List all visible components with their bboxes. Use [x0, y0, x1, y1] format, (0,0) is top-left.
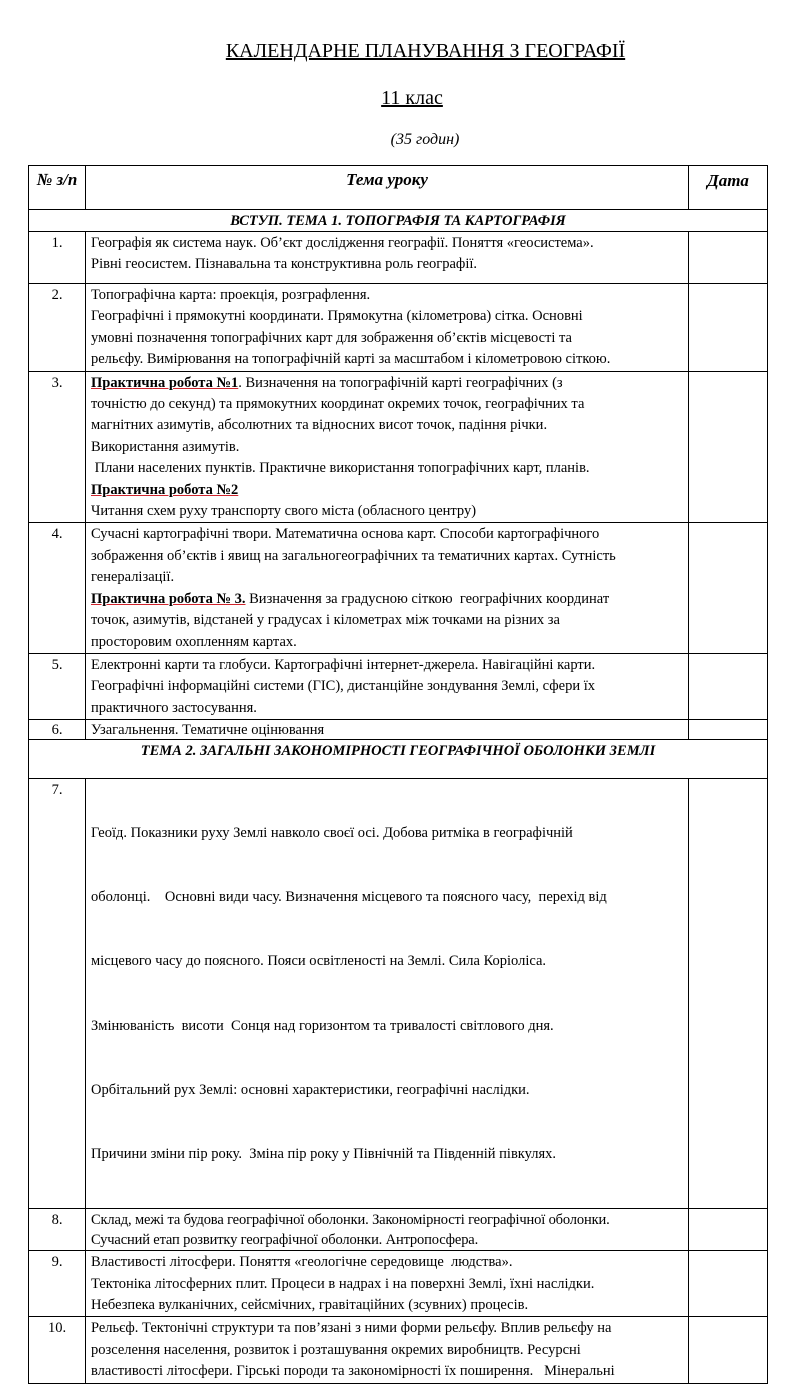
- lesson-number: 7.: [29, 779, 86, 1209]
- table-row: [29, 1251, 768, 1317]
- column-header-date: Дата: [689, 166, 768, 210]
- topic-line-rest: . Визначення на топографічній карті географічних (з: [238, 374, 563, 391]
- topic-line: Властивості літосфери. Поняття «геологічне середовище людства».: [91, 1254, 513, 1271]
- topic-line: Географія як система наук. Об’єкт дослідження географії. Поняття «геосистема».: [91, 235, 594, 251]
- lesson-topic: [86, 371, 689, 523]
- practical-work-label: Практична робота № 3.: [91, 590, 246, 607]
- topic-line: Електронні карти та глобуси. Картографічні інтернет-джерела. Навігаційні карти.: [91, 656, 596, 673]
- section-title: ВСТУП. ТЕМА 1. ТОПОГРАФІЯ ТА КАРТОГРАФІЯ: [29, 210, 768, 232]
- table-row: [29, 284, 768, 372]
- lesson-topic: [86, 1209, 689, 1251]
- topic-line: Причини зміни пір року. Зміна пір року у Північній та Південній півкулях.: [91, 1146, 557, 1163]
- table-row: [29, 232, 768, 284]
- topic-line: зображення об’єктів і явищ на загальногеографічних та тематичних картах. Сутність: [91, 547, 616, 564]
- topic-line: Склад, межі та будова географічної оболонки. Закономірності географічної оболонки.: [91, 1212, 610, 1229]
- topic-line: практичного застосування.: [91, 699, 257, 716]
- column-header-number: № з/п: [29, 166, 86, 210]
- lesson-number: 5.: [29, 653, 86, 719]
- lesson-date-cell: [689, 232, 768, 284]
- table-row: [29, 653, 768, 719]
- topic-line: Сучасні картографічні твори. Математична основа карт. Способи картографічного: [91, 526, 600, 543]
- practical-work-label: Практична робота №1: [91, 374, 239, 391]
- topic-line: точок, азимутів, відстаней у градусах і кілометрах між точками на різних за: [91, 612, 560, 629]
- topic-line: [91, 373, 684, 394]
- topic-line: рельєфу. Вимірювання на топографічній карті за масштабом і кілометровою сіткою.: [91, 351, 611, 368]
- grade-label: 11 клас: [381, 87, 443, 109]
- lesson-date-cell: [689, 371, 768, 523]
- lesson-date-cell: [689, 1209, 768, 1251]
- lesson-number: 2.: [29, 284, 86, 372]
- topic-line: Топографічна карта: проекція, розграфлення.: [91, 287, 371, 303]
- lesson-topic: [86, 284, 689, 372]
- table-row: [29, 1317, 768, 1383]
- topic-line: Читання схем руху транспорту свого міста (обласного центру): [91, 503, 477, 520]
- column-header-topic: Тема уроку: [86, 166, 689, 210]
- section-title: ТЕМА 2. ЗАГАЛЬНІ ЗАКОНОМІРНОСТІ ГЕОГРАФІЧНОЇ ОБОЛОНКИ ЗЕМЛІ: [29, 740, 768, 779]
- topic-line: властивості літосфери. Гірські породи та закономірності їх поширення. Мінеральні: [91, 1363, 615, 1380]
- lesson-date-cell: [689, 284, 768, 372]
- topic-line: умовні позначення топографічних карт для зображення об’єктів місцевості та: [91, 329, 572, 346]
- topic-line: [91, 589, 684, 610]
- section-row: [29, 740, 768, 779]
- topic-line: Рельєф. Тектонічні структури та пов’язані з ними форми рельєфу. Вплив рельєфу на: [91, 1320, 612, 1337]
- topic-line: Змінюваність висоти Сонця над горизонтом та тривалості світлового дня.: [91, 1017, 554, 1034]
- topic-line: просторовим охопленням картах.: [91, 633, 297, 650]
- topic-line: Географічні інформаційні системи (ГІС), дистанційне зондування Землі, сфери їх: [91, 678, 596, 695]
- topic-line: Плани населених пунктів. Практичне використання топографічних карт, планів.: [91, 460, 590, 477]
- topic-line: розселення населення, розвиток і розташування окремих виробництв. Ресурсні: [91, 1341, 581, 1358]
- section-row: [29, 210, 768, 232]
- lesson-date-cell: [689, 523, 768, 653]
- table-header-row: [29, 166, 768, 210]
- lesson-topic: [86, 653, 689, 719]
- lesson-topic: [86, 1317, 689, 1383]
- topic-line: місцевого часу до поясного. Пояси освітленості на Землі. Сила Коріоліса.: [91, 953, 547, 970]
- topic-line: Рівні геосистем. Пізнавальна та конструктивна роль географії.: [91, 256, 477, 273]
- topic-line: генералізації.: [91, 569, 175, 586]
- topic-line: Використання азимутів.: [91, 438, 240, 455]
- lesson-date-cell: [689, 653, 768, 719]
- practical-work-label: Практична робота №2: [91, 481, 239, 498]
- topic-line: Сучасний етап розвитку географічної оболонки. Антропосфера.: [91, 1232, 479, 1249]
- topic-line-rest: Визначення за градусною сіткою географічних координат: [245, 590, 610, 607]
- lesson-number: 8.: [29, 1209, 86, 1251]
- lesson-date-cell: [689, 1251, 768, 1317]
- topic-line: Орбітальний рух Землі: основні характеристики, географічні наслідки.: [91, 1081, 530, 1098]
- lesson-topic: [86, 232, 689, 284]
- topic-line: Тектоніка літосферних плит. Процеси в надрах і на поверхні Землі, їхні наслідки.: [91, 1275, 595, 1292]
- page-title: КАЛЕНДАРНЕ ПЛАНУВАННЯ З ГЕОГРАФІЇ: [225, 40, 626, 62]
- lesson-topic: [86, 720, 689, 740]
- lesson-plan-table: [28, 165, 768, 1384]
- table-row: [29, 371, 768, 523]
- hours-label: (35 годин): [390, 131, 460, 148]
- lesson-number: 6.: [29, 720, 86, 740]
- lesson-date-cell: [689, 779, 768, 1209]
- table-row: [29, 720, 768, 740]
- lesson-number: 1.: [29, 232, 86, 284]
- lesson-number: 10.: [29, 1317, 86, 1383]
- lesson-topic: [86, 523, 689, 653]
- topic-line: Небезпека вулканічних, сейсмічних, гравітаційних (зсувних) процесів.: [91, 1297, 529, 1314]
- topic-line: Узагальнення. Тематичне оцінювання: [91, 722, 325, 739]
- table-row: [29, 523, 768, 653]
- lesson-number: 9.: [29, 1251, 86, 1317]
- lesson-date-cell: [689, 720, 768, 740]
- topic-line: точністю до секунд) та прямокутних координат окремих точок, географічних та: [91, 396, 585, 413]
- lesson-topic: [86, 779, 689, 1209]
- table-row: [29, 1209, 768, 1251]
- lesson-number: 4.: [29, 523, 86, 653]
- topic-line: оболонці. Основні види часу. Визначення місцевого та поясного часу, перехід від: [91, 889, 607, 906]
- lesson-topic: [86, 1251, 689, 1317]
- topic-line: [91, 480, 684, 501]
- topic-line: Геоїд. Показники руху Землі навколо своєї осі. Добова ритміка в географічній: [91, 824, 573, 841]
- lesson-number: 3.: [29, 371, 86, 523]
- lesson-date-cell: [689, 1317, 768, 1383]
- topic-line: магнітних азимутів, абсолютних та відносних висот точок, падіння річки.: [91, 417, 548, 434]
- topic-line: Географічні і прямокутні координати. Прямокутна (кілометрова) сітка. Основні: [91, 308, 583, 325]
- table-row: [29, 779, 768, 1209]
